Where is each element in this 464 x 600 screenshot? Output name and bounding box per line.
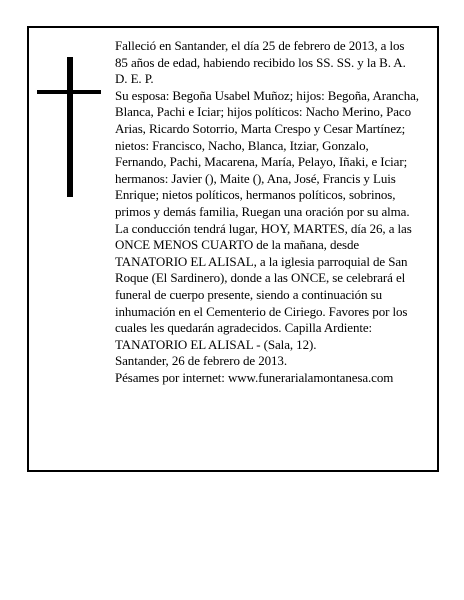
obituary-family: Su esposa: Begoña Usabel Muñoz; hijos: Begoña, Arancha, Blanca, Pachi e Iciar; hijos políticos: Nacho Merino, Paco Arias, Ricardo Sotorrio, Marta Crespo y Cesar Martínez; nietos: Francisco, Nacho, Blanca, Itziar, Gonzalo, Fernando, Pachi, Macarena, María, Pelayo, Iñaki, e Iciar; hermanos: Javier (), Maite (), Ana, José, Francis y Luis Enrique; nietos políticos, hermanos políticos, sobrinos, primos y demás familia, Ruegan una oración por su alma. La conducción tendrá lugar, HOY, MARTES, día 26, a las ONCE MENOS CUARTO de la mañana, desde TANATORIO EL ALISAL, a la iglesia parroquial de San Roque (El Sardinero), donde a las ONCE, se celebrará el funeral de cuerpo presente, siendo a continuación su inhumación en el Cementerio de Ciriego. Favores por los cuales les quedarán agradecidos. Capilla Ardiente: TANATORIO EL ALISAL - (Sala, 12). [115, 87, 419, 352]
obituary-date: Santander, 26 de febrero de 2013. [115, 353, 287, 369]
obituary-text [115, 38, 419, 386]
obituary-dep: D. E. P. [115, 71, 154, 87]
cross-icon [67, 57, 73, 197]
cross-icon-bar [37, 90, 101, 94]
obituary-condolences: Pésames por internet: www.funerarialamontanesa.com [115, 369, 394, 385]
obituary-intro: Falleció en Santander, el día 25 de febrero de 2013, a los 85 años de edad, habiendo recibido los SS. SS. y la B. A. [115, 38, 406, 70]
